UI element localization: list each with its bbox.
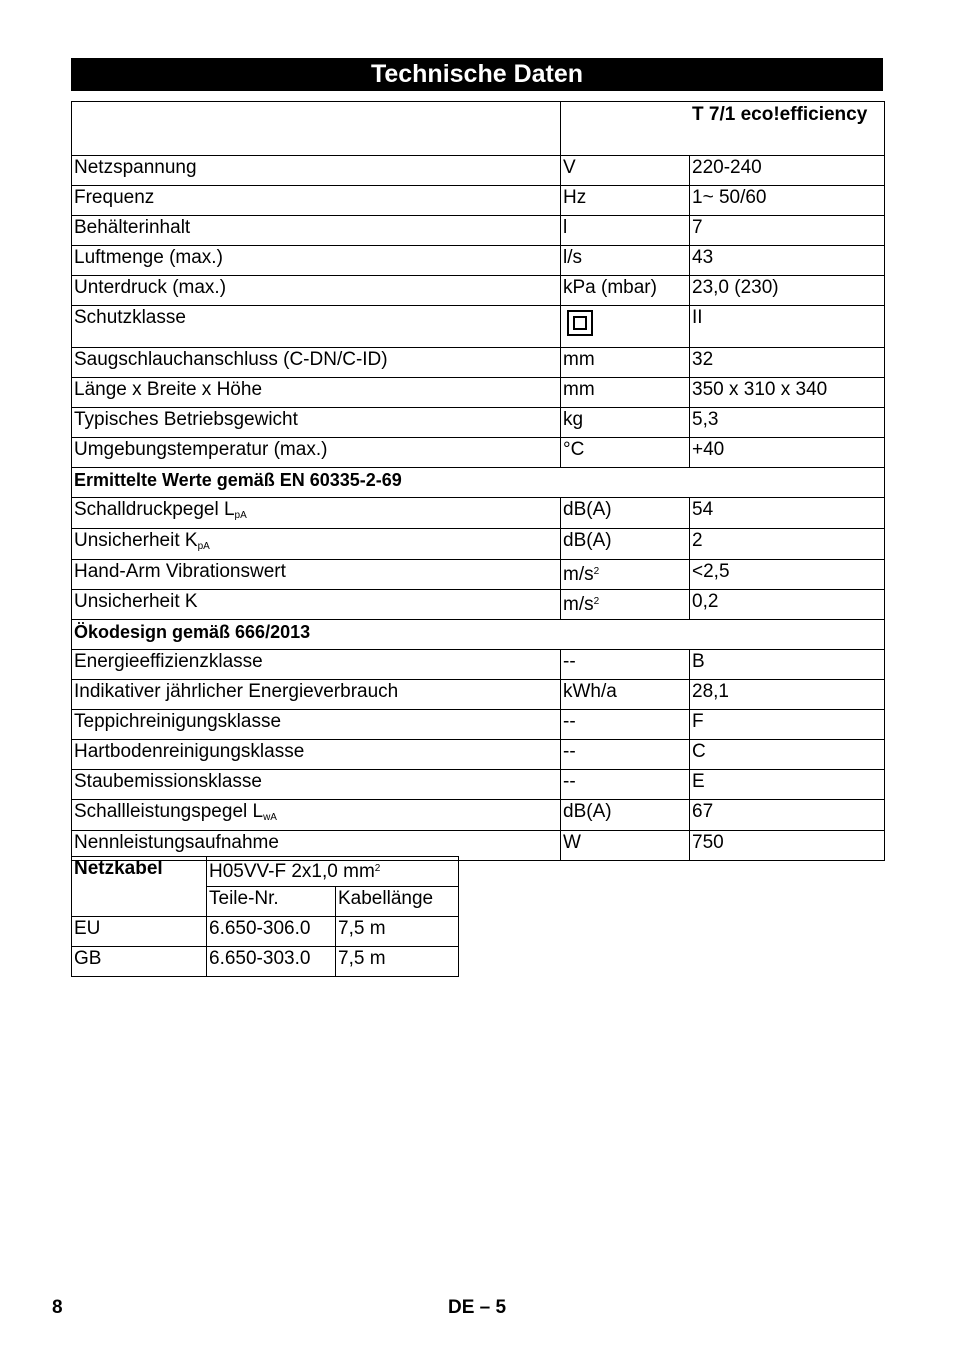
row-label: Energieeffizienzklasse bbox=[72, 650, 561, 680]
row-value: 1~ 50/60 bbox=[690, 186, 885, 216]
row-label: Behälterinhalt bbox=[72, 216, 561, 246]
row-value: +40 bbox=[690, 438, 885, 468]
spec-table bbox=[71, 101, 885, 861]
row-label: Netzspannung bbox=[72, 156, 561, 186]
header-empty-cell bbox=[72, 102, 561, 156]
table-row bbox=[72, 590, 885, 620]
row-unit: dB(A) bbox=[561, 529, 690, 560]
row-unit: Hz bbox=[561, 186, 690, 216]
table-row bbox=[72, 306, 885, 348]
row-unit: mm bbox=[561, 348, 690, 378]
row-value: 43 bbox=[690, 246, 885, 276]
table-row bbox=[72, 156, 885, 186]
row-label: Nennleistungsaufnahme bbox=[72, 831, 561, 861]
cable-length-header: Kabellänge bbox=[336, 887, 459, 917]
cable-length: 7,5 m bbox=[336, 947, 459, 977]
row-value: E bbox=[690, 770, 885, 800]
table-row bbox=[72, 529, 885, 560]
row-value: 750 bbox=[690, 831, 885, 861]
table-row bbox=[72, 216, 885, 246]
table-row bbox=[72, 917, 459, 947]
row-unit: l bbox=[561, 216, 690, 246]
cable-length: 7,5 m bbox=[336, 917, 459, 947]
table-row bbox=[72, 740, 885, 770]
table-row bbox=[72, 276, 885, 306]
row-unit: -- bbox=[561, 650, 690, 680]
row-label: Luftmenge (max.) bbox=[72, 246, 561, 276]
row-unit: $m/s^2$ bbox=[561, 590, 690, 620]
row-value: 54 bbox=[690, 498, 885, 529]
row-unit: -- bbox=[561, 710, 690, 740]
row-unit: V bbox=[561, 156, 690, 186]
section-page-number: DE – 5 bbox=[448, 1297, 507, 1318]
row-value: F bbox=[690, 710, 885, 740]
section-heading-row bbox=[72, 620, 885, 650]
row-value: 2 bbox=[690, 529, 885, 560]
protection-class-ii-icon bbox=[567, 310, 593, 336]
row-value: II bbox=[690, 306, 885, 348]
cable-type: H05VV-F 2x1,0 $mm^2$ bbox=[207, 857, 459, 887]
part-number-header: Teile-Nr. bbox=[207, 887, 336, 917]
row-value: 350 x 310 x 340 bbox=[690, 378, 885, 408]
table-row bbox=[72, 710, 885, 740]
row-unit: mm bbox=[561, 378, 690, 408]
row-value: 5,3 bbox=[690, 408, 885, 438]
table-row bbox=[72, 800, 885, 831]
table-row bbox=[72, 378, 885, 408]
row-label: Staubemissionsklasse bbox=[72, 770, 561, 800]
cable-label: Netzkabel bbox=[72, 857, 207, 917]
row-unit: l/s bbox=[561, 246, 690, 276]
row-label: Frequenz bbox=[72, 186, 561, 216]
table-row bbox=[72, 947, 459, 977]
row-label: Unsicherheit K bbox=[72, 590, 561, 620]
row-unit: kg bbox=[561, 408, 690, 438]
row-value: 23,0 (230) bbox=[690, 276, 885, 306]
table-row bbox=[72, 408, 885, 438]
table-row bbox=[72, 498, 885, 529]
table-row bbox=[72, 770, 885, 800]
row-unit bbox=[561, 306, 690, 348]
table-header-row bbox=[72, 102, 885, 156]
table-row bbox=[72, 560, 885, 590]
row-unit: -- bbox=[561, 740, 690, 770]
table-row bbox=[72, 650, 885, 680]
region: EU bbox=[72, 917, 207, 947]
table-row bbox=[72, 186, 885, 216]
section-heading-row bbox=[72, 468, 885, 498]
part-number: 6.650-306.0 bbox=[207, 917, 336, 947]
row-label: Schallleistungspegel $L_{wA}$ bbox=[72, 800, 561, 831]
section-heading: Ökodesign gemäß 666/2013 bbox=[72, 620, 885, 650]
row-label: Indikativer jährlicher Energieverbrauch bbox=[72, 680, 561, 710]
table-row bbox=[72, 857, 459, 887]
row-unit: kPa (mbar) bbox=[561, 276, 690, 306]
row-label: Schutzklasse bbox=[72, 306, 561, 348]
row-value: 28,1 bbox=[690, 680, 885, 710]
row-unit: kWh/a bbox=[561, 680, 690, 710]
row-unit: $m/s^2$ bbox=[561, 560, 690, 590]
row-unit: -- bbox=[561, 770, 690, 800]
row-value: 7 bbox=[690, 216, 885, 246]
model-name: T 7/1 eco!efficiency bbox=[561, 102, 885, 156]
row-label: Typisches Betriebsgewicht bbox=[72, 408, 561, 438]
row-value: B bbox=[690, 650, 885, 680]
row-value: 0,2 bbox=[690, 590, 885, 620]
row-label: Unsicherheit $K_{pA}$ bbox=[72, 529, 561, 560]
row-value: 32 bbox=[690, 348, 885, 378]
row-label: Teppichreinigungsklasse bbox=[72, 710, 561, 740]
row-label: Länge x Breite x Höhe bbox=[72, 378, 561, 408]
power-cable-table bbox=[71, 856, 459, 977]
table-row bbox=[72, 348, 885, 378]
row-unit: dB(A) bbox=[561, 800, 690, 831]
row-label: Schalldruckpegel $L_{pA}$ bbox=[72, 498, 561, 529]
row-label: Unterdruck (max.) bbox=[72, 276, 561, 306]
row-label: Umgebungstemperatur (max.) bbox=[72, 438, 561, 468]
row-value: 67 bbox=[690, 800, 885, 831]
row-value: C bbox=[690, 740, 885, 770]
region: GB bbox=[72, 947, 207, 977]
section-heading: Ermittelte Werte gemäß EN 60335-2-69 bbox=[72, 468, 885, 498]
row-unit: dB(A) bbox=[561, 498, 690, 529]
row-unit: W bbox=[561, 831, 690, 861]
part-number: 6.650-303.0 bbox=[207, 947, 336, 977]
row-value: 220-240 bbox=[690, 156, 885, 186]
row-label: Hand-Arm Vibrationswert bbox=[72, 560, 561, 590]
table-row bbox=[72, 680, 885, 710]
page-number: 8 bbox=[52, 1297, 63, 1318]
table-row bbox=[72, 246, 885, 276]
row-label: Saugschlauchanschluss (C-DN/C-ID) bbox=[72, 348, 561, 378]
row-unit: °C bbox=[561, 438, 690, 468]
row-label: Hartbodenreinigungsklasse bbox=[72, 740, 561, 770]
table-row bbox=[72, 438, 885, 468]
row-value: <2,5 bbox=[690, 560, 885, 590]
page-title: Technische Daten bbox=[71, 58, 883, 91]
